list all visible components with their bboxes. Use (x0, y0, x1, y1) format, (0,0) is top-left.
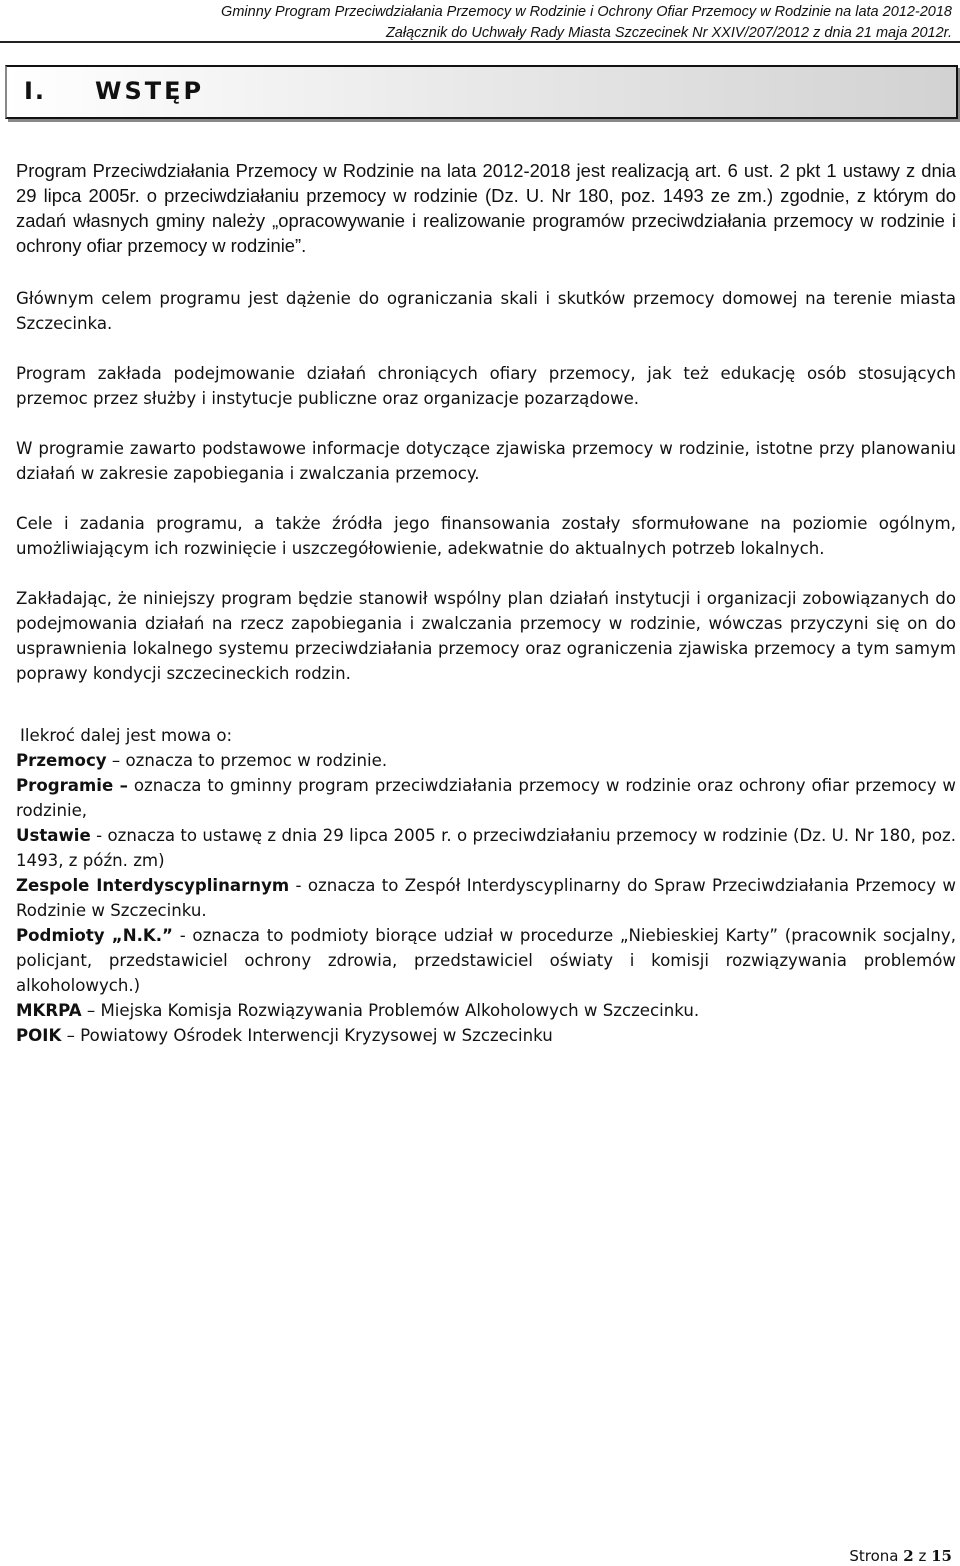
definition-text: - oznacza to podmioty biorące udział w procedurze „Niebieskiej Karty” (pracownik socjalny, policjant, przedstawiciel ochrony zdrowia, przedstawiciel oświaty i komisji rozwiązywania problemów alkoholowych.) (16, 926, 956, 995)
definition-item (16, 998, 956, 1023)
definition-text: oznacza to gminny program przeciwdziałania przemocy w rodzinie oraz ochrony ofiar przemocy w rodzinie, (16, 776, 956, 820)
paragraph-intro: Program Przeciwdziałania Przemocy w Rodzinie na lata 2012-2018 jest realizacją art. 6 ust. 2 pkt 1 ustawy z dnia 29 lipca 2005r. o przeciwdziałaniu przemocy w rodzinie (Dz. U. Nr 180, poz. 1493 ze zm.) zgodnie, z którym do zadań własnych gminy należy „opracowywanie i realizowanie programów przeciwdziałania przemocy w rodzinie i ochrony ofiar przemocy w rodzinie”. (16, 160, 956, 256)
paragraph-cooperation: Zakładając, że niniejszy program będzie stanowił wspólny plan działań instytucji i organizacji zobowiązanych do podejmowania działań na rzecz zapobiegania i zwalczania przemocy w rodzinie, wówczas przyczyni się on do usprawnienia lokalnego systemu przeciwdziałania przemocy oraz ograniczenia zjawiska przemocy a tym samym poprawy kondycji szczecineckich rodzin. (16, 589, 956, 683)
definition-term: Przemocy (16, 751, 107, 770)
definition-term: Ustawie (16, 826, 91, 845)
definition-item (16, 823, 956, 873)
section-title: WSTĘP (95, 77, 205, 105)
paragraph-goals-financing: Cele i zadania programu, a także źródła jego finansowania zostały sformułowane na poziomie ogólnym, umożliwiającym ich rozwinięcie i uszczegółowienie, adekwatnie do aktualnych potrzeb lokalnych. (16, 514, 956, 558)
definition-text: – oznacza to przemoc w rodzinie. (106, 751, 388, 770)
definition-text: - oznacza to ustawę z dnia 29 lipca 2005 r. o przeciwdziałaniu przemocy w rodzinie (Dz. U. Nr 180, poz. 1493, z późn. zm) (16, 826, 956, 870)
definition-text: – Powiatowy Ośrodek Interwencji Kryzysowej w Szczecinku (61, 1026, 553, 1045)
section-number: I. (24, 77, 47, 105)
footer-label: Strona (849, 1547, 904, 1565)
definition-item (16, 773, 956, 823)
definition-text: – Miejska Komisja Rozwiązywania Problemów Alkoholowych w Szczecinku. (81, 1001, 700, 1020)
definition-item (16, 873, 956, 923)
paragraph-content: W programie zawarto podstawowe informacje dotyczące zjawiska przemocy w rodzinie, istotne przy planowaniu działań w zakresie zapobiegania i zwalczania przemocy. (16, 439, 956, 483)
footer-page-total: 15 (931, 1547, 952, 1565)
paragraph-actions: Program zakłada podejmowanie działań chroniących ofiary przemocy, jak też edukację osób stosujących przemoc przez służby i instytucje publiczne oraz organizacje pozarządowe. (16, 364, 956, 408)
paragraph-main-goal: Głównym celem programu jest dążenie do ograniczania skali i skutków przemocy domowej na terenie miasta Szczecinka. (16, 289, 956, 333)
definition-term: Zespole Interdyscyplinarnym (16, 876, 290, 895)
definitions-intro: Ilekroć dalej jest mowa o: (20, 726, 233, 745)
footer-separator: z (913, 1547, 932, 1565)
definition-item (16, 923, 956, 998)
page-header (221, 2, 952, 44)
definition-term: Podmioty „N.K.” (16, 926, 173, 945)
definition-item (16, 748, 956, 773)
header-resolution-ref: Załącznik do Uchwały Rady Miasta Szczecinek Nr XXIV/207/2012 z dnia 21 maja 2012r. (385, 25, 952, 41)
section-heading (5, 65, 958, 119)
definition-term: POIK (16, 1026, 62, 1045)
header-divider (0, 41, 960, 43)
definition-term: Programie – (16, 776, 128, 795)
definitions-list (16, 723, 956, 1048)
page-footer (849, 1546, 952, 1566)
footer-page-number: 2 (903, 1547, 914, 1565)
header-program-title: Gminny Program Przeciwdziałania Przemocy w Rodzinie i Ochrony Ofiar Przemocy w Rodzinie na lata 2012-2018 (221, 4, 952, 20)
definition-term: MKRPA (16, 1001, 82, 1020)
definition-text: - oznacza to Zespół Interdyscyplinarny do Spraw Przeciwdziałania Przemocy w Rodzinie w Szczecinku. (16, 876, 956, 920)
definition-item (16, 1023, 956, 1048)
